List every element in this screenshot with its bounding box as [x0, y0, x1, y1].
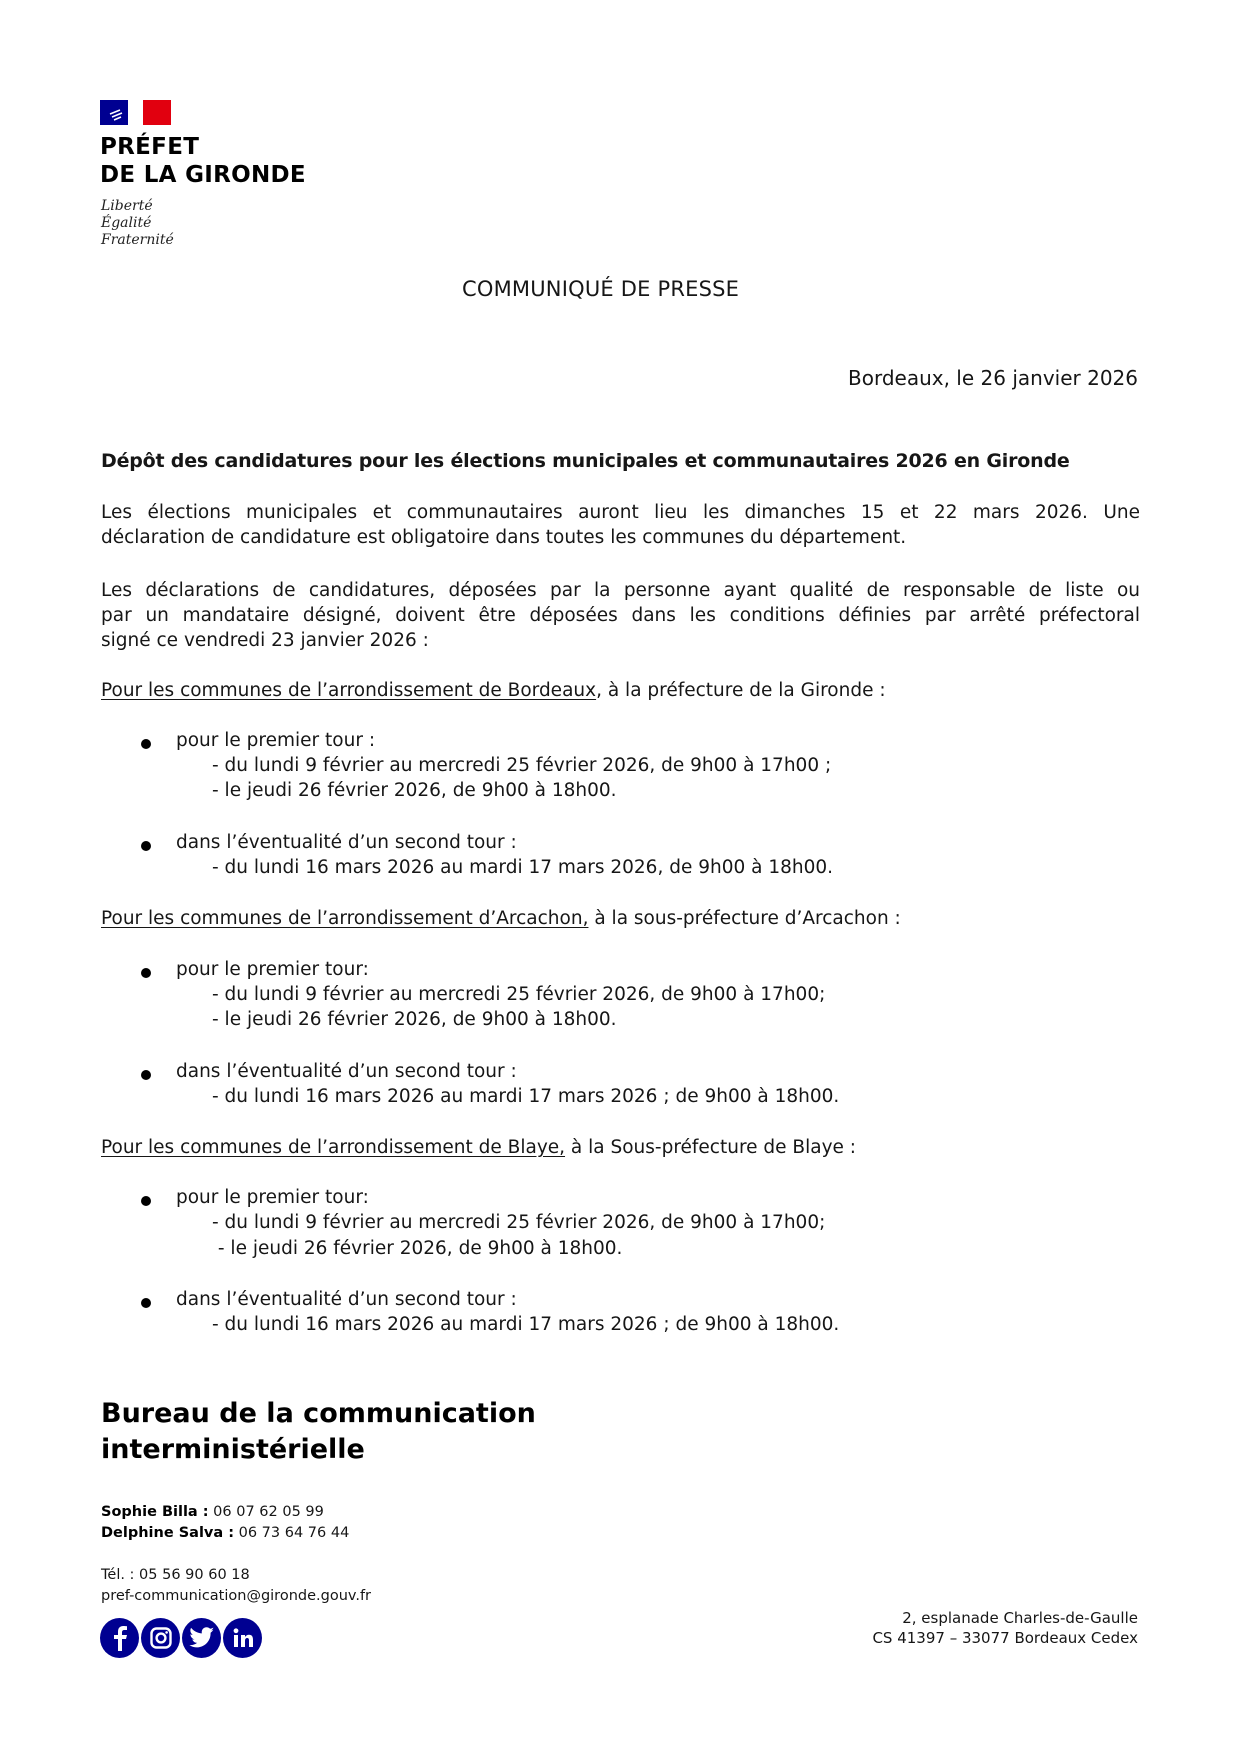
contact-sophie: [101, 1502, 324, 1523]
paragraph-line: signé ce vendredi 23 janvier 2026 :: [101, 630, 429, 651]
office-email-link[interactable]: pref-communication@gironde.gouv.fr: [101, 1588, 372, 1604]
heading-underlined: Pour les communes de l’arrondissement de Blaye,: [101, 1137, 566, 1158]
bullet-icon: [141, 739, 151, 749]
schedule-item: - du lundi 9 février au mercredi 25 février 2026, de 9h00 à 17h00 ;: [212, 755, 832, 776]
heading-rest: à la Sous-préfecture de Blaye :: [565, 1137, 857, 1158]
intro-paragraph-1: [101, 500, 1140, 550]
bureau-heading-line1: Bureau de la communication: [101, 1398, 536, 1429]
contact-phone: 06 07 62 05 99: [208, 1504, 324, 1520]
heading-underlined: Pour les communes de l’arrondissement de Bordeaux: [101, 680, 597, 701]
facebook-icon[interactable]: [100, 1618, 139, 1658]
schedule-item: - le jeudi 26 février 2026, de 9h00 à 18h00.: [212, 1238, 623, 1259]
contact-phone: 06 73 64 76 44: [234, 1525, 350, 1541]
contact-name: Delphine Salva :: [101, 1525, 234, 1541]
section-heading-bordeaux: [101, 680, 886, 701]
marianne-flag-icon: [100, 100, 171, 125]
authority-name-line1: PRÉFET: [100, 134, 200, 160]
schedule-item: - du lundi 16 mars 2026 au mardi 17 mars 2026, de 9h00 à 18h00.: [212, 857, 834, 878]
section-heading-arcachon: [101, 908, 901, 929]
instagram-icon[interactable]: [141, 1618, 180, 1658]
bullet-icon: [141, 1298, 151, 1308]
bullet-label: pour le premier tour:: [176, 1187, 369, 1208]
paragraph-line: Les déclarations de candidatures, déposées par la personne ayant qualité de responsable de liste ou: [101, 580, 1140, 601]
date-line: Bordeaux, le 26 janvier 2026: [848, 366, 1138, 390]
bullet-label: pour le premier tour:: [176, 959, 369, 980]
address-line2: CS 41397 – 33077 Bordeaux Cedex: [872, 1629, 1138, 1647]
contact-delphine: [101, 1523, 349, 1544]
bureau-heading-line2: interministérielle: [101, 1434, 365, 1465]
schedule-item: - le jeudi 26 février 2026, de 9h00 à 18h00.: [212, 780, 617, 801]
press-release-title: Dépôt des candidatures pour les élections municipales et communautaires 2026 en Gironde: [101, 450, 1070, 472]
heading-rest: à la sous-préfecture d’Arcachon :: [588, 908, 901, 929]
bullet-icon: [141, 1196, 151, 1206]
bullet-icon: [141, 968, 151, 978]
schedule-item: - du lundi 16 mars 2026 au mardi 17 mars 2026 ; de 9h00 à 18h00.: [212, 1086, 840, 1107]
bullet-label: pour le premier tour :: [176, 730, 376, 751]
bullet-label: dans l’éventualité d’un second tour :: [176, 1061, 517, 1082]
bullet-icon: [141, 841, 151, 851]
contact-name: Sophie Billa :: [101, 1504, 209, 1520]
document-type: COMMUNIQUÉ DE PRESSE: [462, 277, 740, 301]
heading-underlined: Pour les communes de l’arrondissement d’Arcachon,: [101, 908, 589, 929]
motto-egalite: Égalité: [101, 215, 152, 231]
schedule-item: - du lundi 9 février au mercredi 25 février 2026, de 9h00 à 17h00;: [212, 1212, 826, 1233]
motto-liberte: Liberté: [101, 198, 153, 214]
heading-rest: , à la préfecture de la Gironde :: [596, 680, 886, 701]
social-links: [100, 1618, 262, 1658]
motto-fraternite: Fraternité: [101, 232, 174, 248]
twitter-icon[interactable]: [182, 1618, 221, 1658]
schedule-item: - du lundi 16 mars 2026 au mardi 17 mars 2026 ; de 9h00 à 18h00.: [212, 1314, 840, 1335]
paragraph-line: Les élections municipales et communautaires auront lieu les dimanches 15 et 22 mars 2026. Une: [101, 502, 1140, 523]
section-heading-blaye: [101, 1137, 856, 1158]
schedule-item: - le jeudi 26 février 2026, de 9h00 à 18h00.: [212, 1009, 617, 1030]
intro-paragraph-2: [101, 578, 1140, 653]
bullet-icon: [141, 1070, 151, 1080]
bullet-label: dans l’éventualité d’un second tour :: [176, 1289, 517, 1310]
bullet-label: dans l’éventualité d’un second tour :: [176, 832, 517, 853]
authority-name-line2: DE LA GIRONDE: [100, 162, 306, 188]
schedule-item: - du lundi 9 février au mercredi 25 février 2026, de 9h00 à 17h00;: [212, 984, 826, 1005]
address-line1: 2, esplanade Charles-de-Gaulle: [902, 1609, 1138, 1627]
office-phone: Tél. : 05 56 90 60 18: [101, 1567, 250, 1583]
linkedin-icon[interactable]: [223, 1618, 262, 1658]
paragraph-line: déclaration de candidature est obligatoire dans toutes les communes du département.: [101, 527, 907, 548]
paragraph-line: par un mandataire désigné, doivent être déposées dans les conditions définies par arrêté préfectoral: [101, 605, 1140, 626]
